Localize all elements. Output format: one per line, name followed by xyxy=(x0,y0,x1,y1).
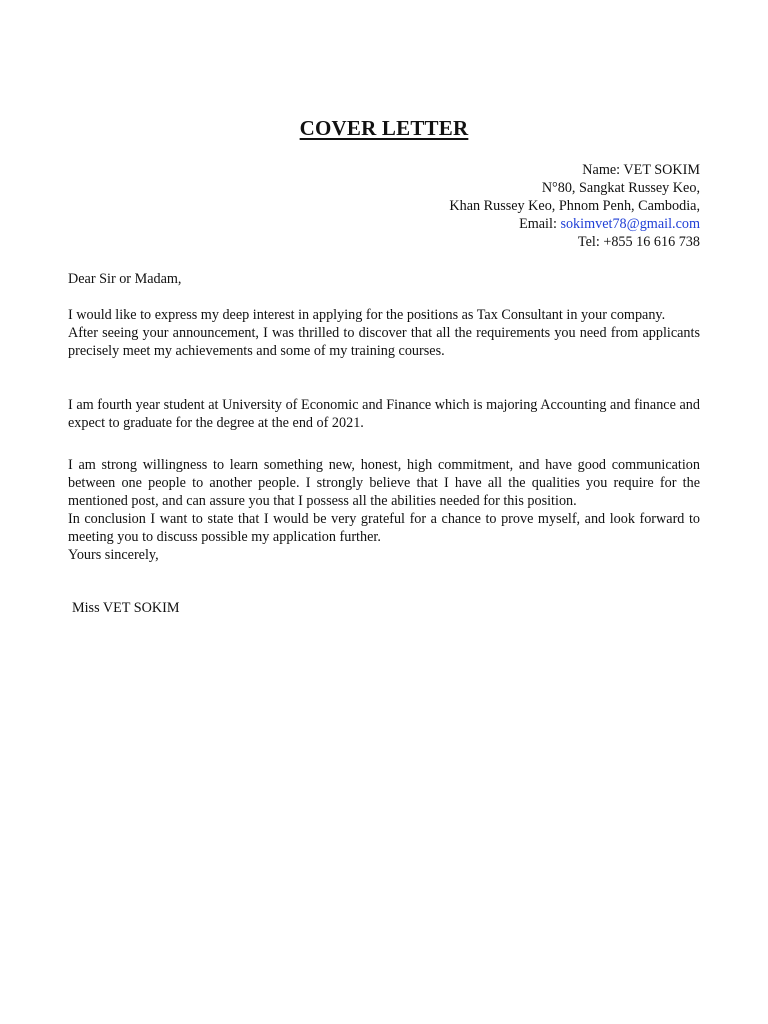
closing: Yours sincerely, xyxy=(68,547,159,563)
salutation: Dear Sir or Madam, xyxy=(68,271,182,287)
paragraph-announcement-text: After seeing your announcement, I was thrilled to discover that all the requirements you need from applicants precisely meet my achievements and some of my training courses. xyxy=(68,325,700,359)
email-label: Email: xyxy=(519,216,561,232)
paragraph-education xyxy=(68,396,700,432)
sender-block xyxy=(449,161,700,251)
sender-tel: Tel: +855 16 616 738 xyxy=(577,234,700,250)
sender-name: Name: VET SOKIM xyxy=(582,162,700,178)
sender-address-line1: N°80, Sangkat Russey Keo, xyxy=(541,180,700,196)
page-title: COVER LETTER xyxy=(299,116,469,140)
paragraph-qualities-text: I am strong willingness to learn something new, honest, high commitment, and have good communication between one people to another people. I strongly believe that I have all the qualities you require for the mentioned post, and can assure you that I possess all the abilities needed for this position. xyxy=(68,457,700,509)
paragraph-interest-text: I would like to express my deep interest in applying for the positions as Tax Consultant in your company. xyxy=(68,307,666,323)
sender-email-line xyxy=(449,215,700,233)
sender-address-line2: Khan Russey Keo, Phnom Penh, Cambodia, xyxy=(449,198,700,214)
paragraph-interest xyxy=(68,306,700,360)
paragraph-education-text: I am fourth year student at University of Economic and Finance which is majoring Accounting and finance and expect to graduate for the degree at the end of 2021. xyxy=(68,397,700,431)
signature: Miss VET SOKIM xyxy=(72,600,180,616)
paragraph-qualities xyxy=(68,456,700,564)
email-link[interactable]: sokimvet78@gmail.com xyxy=(560,216,700,232)
paragraph-conclusion-text: In conclusion I want to state that I would be very grateful for a chance to prove myself, and look forward to meeting you to discuss possible my application further. xyxy=(68,511,700,545)
